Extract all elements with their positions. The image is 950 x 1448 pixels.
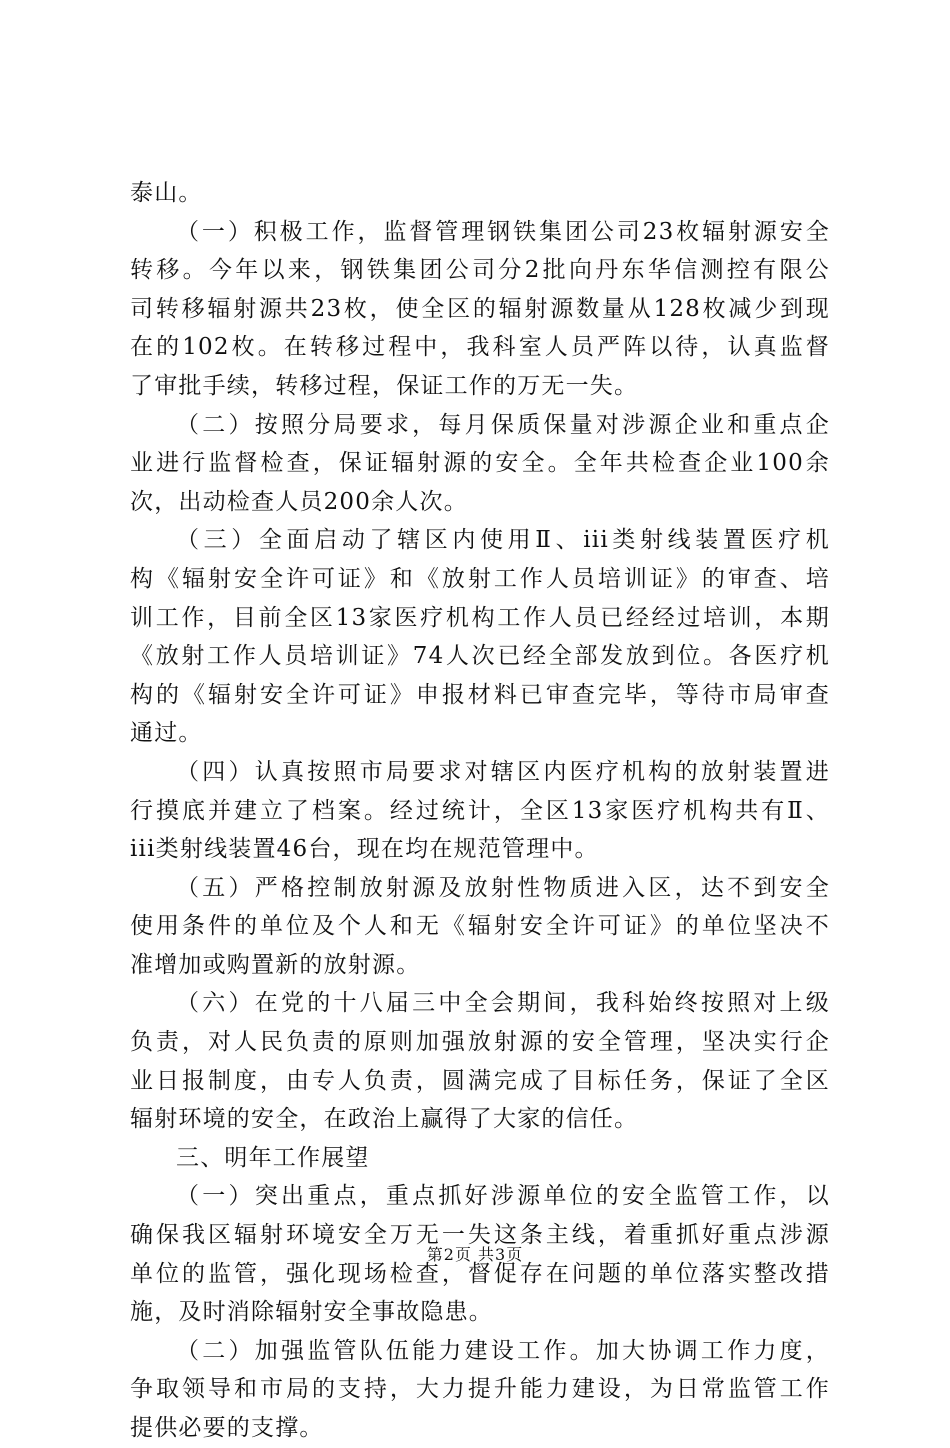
text-line: 争取领导和市局的支持，大力提升能力建设，为日常监管工作 (130, 1376, 830, 1403)
text-line: 次，出动检查人员200余人次。 (130, 488, 468, 515)
text-line: 构的《辐射安全许可证》申报材料已审查完毕，等待市局审查 (130, 681, 830, 708)
text-line: 准增加或购置新的放射源。 (130, 951, 421, 978)
text-line: （三）全面启动了辖区内使用Ⅱ、iii类射线装置医疗机 (176, 527, 830, 554)
text-line: 转移。今年以来，钢铁集团公司分2批向丹东华信测控有限公 (130, 257, 830, 284)
text-line: 《放射工作人员培训证》74人次已经全部发放到位。各医疗机 (130, 643, 830, 670)
text-line: 确保我区辐射环境安全万无一失这条主线，着重抓好重点涉源 (130, 1222, 830, 1249)
text-line: 三、明年工作展望 (176, 1144, 370, 1171)
text-line: （六）在党的十八届三中全会期间，我科始终按照对上级 (176, 990, 830, 1017)
text-line: （一）积极工作，监督管理钢铁集团公司23枚辐射源安全 (176, 218, 830, 245)
text-line: 了审批手续，转移过程，保证工作的万无一失。 (130, 372, 639, 399)
text-line: （二）按照分局要求，每月保质保量对涉源企业和重点企 (176, 411, 830, 438)
text-line: （二）加强监管队伍能力建设工作。加大协调工作力度， (176, 1337, 830, 1364)
text-line: （四）认真按照市局要求对辖区内医疗机构的放射装置进 (176, 758, 830, 785)
text-line: 在的102枚。在转移过程中，我科室人员严阵以待，认真监督 (130, 334, 830, 361)
text-line: 施，及时消除辐射安全事故隐患。 (130, 1299, 493, 1326)
text-line: 辐射环境的安全，在政治上赢得了大家的信任。 (130, 1106, 639, 1133)
text-line: 通过。 (130, 720, 203, 747)
text-line: （一）突出重点，重点抓好涉源单位的安全监管工作，以 (176, 1183, 830, 1210)
text-line: iii类射线装置46台，现在均在规范管理中。 (130, 836, 599, 863)
text-line: 业进行监督检查，保证辐射源的安全。全年共检查企业100余 (130, 450, 830, 477)
text-line: 提供必要的支撑。 (130, 1415, 324, 1441)
text-line: 司转移辐射源共23枚，使全区的辐射源数量从128枚减少到现 (130, 295, 830, 322)
text-line: 负责，对人民负责的原则加强放射源的安全管理，坚决实行企 (130, 1029, 830, 1056)
text-line: （五）严格控制放射源及放射性物质进入区，达不到安全 (176, 874, 830, 901)
text-line: 行摸底并建立了档案。经过统计，全区13家医疗机构共有Ⅱ、 (130, 797, 830, 824)
text-line: 单位的监管，强化现场检查，督促存在问题的单位落实整改措 (130, 1260, 830, 1287)
text-line: 业日报制度，由专人负责，圆满完成了目标任务，保证了全区 (130, 1067, 830, 1094)
text-line: 训工作，目前全区13家医疗机构工作人员已经经过培训，本期 (130, 604, 830, 631)
page-footer: 第2页 共3页 (426, 1245, 524, 1264)
text-line: 泰山。 (130, 180, 203, 206)
text-line: 使用条件的单位及个人和无《辐射安全许可证》的单位坚决不 (130, 913, 830, 940)
text-line: 构《辐射安全许可证》和《放射工作人员培训证》的审查、培 (130, 565, 830, 592)
